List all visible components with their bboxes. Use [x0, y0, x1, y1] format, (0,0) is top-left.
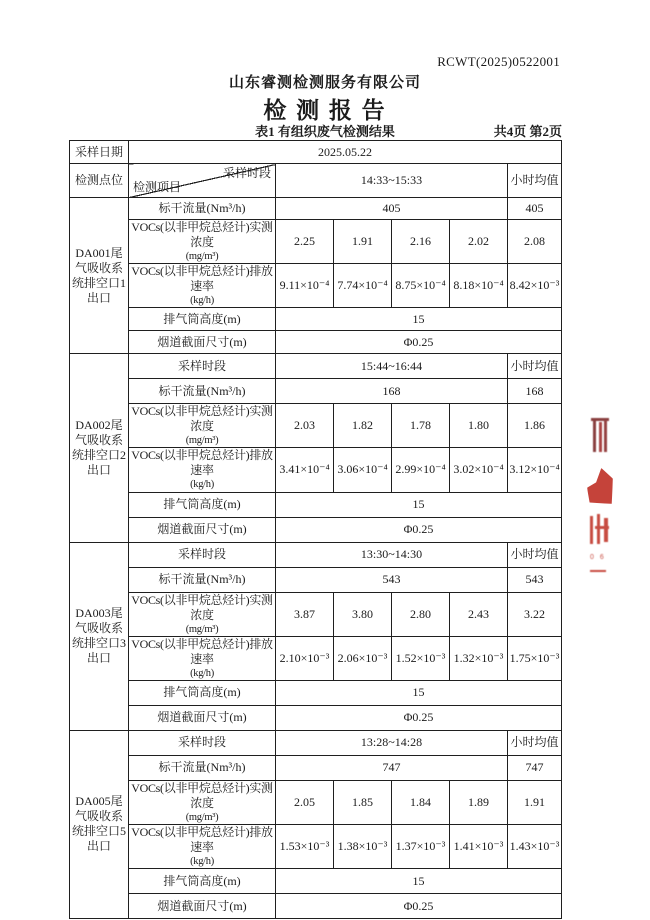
conc-value: 1.80 [450, 404, 508, 448]
conc-avg: 1.91 [508, 780, 562, 824]
conc-value: 2.05 [276, 780, 334, 824]
flow-avg: 543 [508, 567, 562, 592]
point-id: DA001 [75, 245, 111, 260]
period-value: 15:44~16:44 [276, 354, 508, 379]
point-cell-da005 [70, 730, 129, 918]
stack-height-label: 排气筒高度(m) [129, 492, 276, 517]
table-row [70, 308, 562, 331]
rate-value: 1.38×10⁻³ [334, 824, 392, 868]
rate-label [129, 824, 276, 868]
duct-size-label: 烟道截面尺寸(m) [129, 331, 276, 354]
rate-value: 1.52×10⁻³ [392, 636, 450, 680]
conc-value: 2.43 [450, 592, 508, 636]
point-cell-da001 [70, 198, 129, 354]
rate-value: 8.75×10⁻⁴ [392, 264, 450, 308]
conc-value: 3.87 [276, 592, 334, 636]
duct-size-label: 烟道截面尺寸(m) [129, 517, 276, 542]
point-name: 尾气吸收系统排空口1出口 [71, 245, 126, 305]
rate-value: 1.37×10⁻³ [392, 824, 450, 868]
table-row [70, 379, 562, 404]
flow-avg: 405 [508, 198, 562, 220]
conc-value: 2.80 [392, 592, 450, 636]
report-number: RCWT(2025)0522001 [437, 54, 560, 69]
table-row [70, 542, 562, 567]
conc-value: 1.78 [392, 404, 450, 448]
conc-label [129, 780, 276, 824]
period-label: 采样时段 [129, 354, 276, 379]
conc-value: 2.03 [276, 404, 334, 448]
hour-avg-header: 小时均值 [508, 730, 562, 755]
company-name: 山东睿测检测服务有限公司 [228, 75, 421, 91]
red-seal-fragment-icon [587, 468, 613, 504]
rate-label-line1: VOCs(以非甲烷总烃计)排放速率 [131, 636, 273, 666]
period-label: 采样时段 [129, 542, 276, 567]
hour-avg-header: 小时均值 [508, 354, 562, 379]
rate-avg: 1.75×10⁻³ [508, 636, 562, 680]
point-id: DA005 [75, 794, 111, 809]
stack-height-value: 15 [276, 308, 562, 331]
rate-label-line2: (kg/h) [190, 855, 214, 867]
stack-height-value: 15 [276, 492, 562, 517]
duct-size-label: 烟道截面尺寸(m) [129, 894, 276, 919]
rate-label [129, 636, 276, 680]
conc-value: 3.80 [334, 592, 392, 636]
table-row [70, 824, 562, 868]
rate-label-line2: (kg/h) [190, 667, 214, 679]
conc-avg: 2.08 [508, 220, 562, 264]
point-column-label: 检测点位 [70, 164, 129, 198]
rate-avg: 3.12×10⁻⁴ [508, 448, 562, 492]
red-seal-mark: 0 6 [590, 554, 606, 572]
table-row [70, 567, 562, 592]
table-row [70, 755, 562, 780]
diagonal-top-label: 采样时段 [222, 166, 271, 180]
period-label: 采样时段 [129, 730, 276, 755]
rate-label-line2: (kg/h) [190, 295, 214, 307]
table-row [70, 869, 562, 894]
conc-label-line1: VOCs(以非甲烷总烃计)实测浓度 [131, 780, 273, 810]
rate-value: 3.02×10⁻⁴ [450, 448, 508, 492]
flow-avg: 168 [508, 379, 562, 404]
table-row [70, 780, 562, 824]
red-seal [585, 416, 617, 578]
rate-label [129, 264, 276, 308]
table-row [70, 354, 562, 379]
conc-value: 1.89 [450, 780, 508, 824]
flow-avg: 747 [508, 755, 562, 780]
rate-value: 1.41×10⁻³ [450, 824, 508, 868]
rate-value: 7.74×10⁻⁴ [334, 264, 392, 308]
conc-value: 1.85 [334, 780, 392, 824]
conc-label [129, 220, 276, 264]
point-cell-da003 [70, 542, 129, 730]
table-row [70, 636, 562, 680]
rate-value: 1.53×10⁻³ [276, 824, 334, 868]
stack-height-value: 15 [276, 680, 562, 705]
conc-value: 2.25 [276, 220, 334, 264]
conc-label-line1: VOCs(以非甲烷总烃计)实测浓度 [131, 404, 273, 434]
conc-label-line2: (mg/m³) [185, 251, 219, 262]
rate-value: 9.11×10⁻⁴ [276, 264, 334, 308]
conc-label [129, 404, 276, 448]
table-row [70, 448, 562, 492]
conc-value: 2.02 [450, 220, 508, 264]
diagonal-header-cell [129, 164, 276, 198]
period-value: 13:30~14:30 [276, 542, 508, 567]
table-row [70, 492, 562, 517]
conc-label [129, 592, 276, 636]
stack-height-label: 排气筒高度(m) [129, 869, 276, 894]
point-name: 尾气吸收系统排空口3出口 [71, 606, 126, 666]
table-caption-row [0, 121, 650, 139]
table-row [70, 680, 562, 705]
point-id: DA003 [75, 606, 111, 621]
rate-label-line1: VOCs(以非甲烷总烃计)排放速率 [131, 264, 273, 294]
conc-label-line2: (mg/m³) [185, 435, 219, 447]
flow-label: 标干流量(Nm³/h) [129, 755, 276, 780]
sample-date-label: 采样日期 [70, 141, 129, 164]
conc-avg: 1.86 [508, 404, 562, 448]
page-title: 检 测 报 告 [263, 98, 387, 123]
rate-value: 2.10×10⁻³ [276, 636, 334, 680]
conc-label-line1: VOCs(以非甲烷总烃计)实测浓度 [131, 220, 273, 249]
stack-height-value: 15 [276, 869, 562, 894]
flow-value: 543 [276, 567, 508, 592]
rate-value: 3.41×10⁻⁴ [276, 448, 334, 492]
page-number-info: 共4页 第2页 [493, 124, 562, 139]
rate-value: 8.18×10⁻⁴ [450, 264, 508, 308]
sample-date-value: 2025.05.22 [129, 141, 562, 164]
conc-avg: 3.22 [508, 592, 562, 636]
hour-avg-header: 小时均值 [508, 542, 562, 567]
rate-label-line2: (kg/h) [190, 479, 214, 491]
rate-avg: 1.43×10⁻³ [508, 824, 562, 868]
diagonal-bottom-label: 检测项目 [133, 180, 182, 194]
table-row [70, 404, 562, 448]
conc-label-line2: (mg/m³) [185, 623, 219, 635]
red-seal-fragment-icon [591, 418, 609, 456]
table-row [70, 264, 562, 308]
table-row [70, 517, 562, 542]
period-value: 14:33~15:33 [276, 164, 508, 198]
rate-value: 2.06×10⁻³ [334, 636, 392, 680]
table-row [70, 164, 562, 198]
flow-value: 168 [276, 379, 508, 404]
stack-height-label: 排气筒高度(m) [129, 680, 276, 705]
table-row [70, 894, 562, 919]
conc-value: 1.82 [334, 404, 392, 448]
flow-label: 标干流量(Nm³/h) [129, 198, 276, 220]
duct-size-value: Φ0.25 [276, 705, 562, 730]
conc-label-line2: (mg/m³) [185, 811, 219, 823]
table-caption: 表1 有组织废气检测结果 [255, 124, 395, 139]
conc-value: 1.84 [392, 780, 450, 824]
rate-value: 3.06×10⁻⁴ [334, 448, 392, 492]
duct-size-value: Φ0.25 [276, 894, 562, 919]
red-seal-fragment-icon [589, 514, 611, 546]
table-row [70, 220, 562, 264]
point-id: DA002 [75, 417, 111, 432]
duct-size-value: Φ0.25 [276, 517, 562, 542]
rate-value: 2.99×10⁻⁴ [392, 448, 450, 492]
flow-label: 标干流量(Nm³/h) [129, 379, 276, 404]
rate-label [129, 448, 276, 492]
duct-size-value: Φ0.25 [276, 331, 562, 354]
table-row [70, 141, 562, 164]
conc-label-line1: VOCs(以非甲烷总烃计)实测浓度 [131, 592, 273, 622]
flow-label: 标干流量(Nm³/h) [129, 567, 276, 592]
table-row [70, 730, 562, 755]
point-name: 尾气吸收系统排空口5出口 [71, 794, 126, 854]
table-row [70, 331, 562, 354]
point-name: 尾气吸收系统排空口2出口 [71, 417, 126, 477]
table-row [70, 705, 562, 730]
conc-value: 1.91 [334, 220, 392, 264]
stack-height-label: 排气筒高度(m) [129, 308, 276, 331]
rate-value: 1.32×10⁻³ [450, 636, 508, 680]
hour-avg-header: 小时均值 [508, 164, 562, 198]
table-row [70, 592, 562, 636]
conc-value: 2.16 [392, 220, 450, 264]
table-row [70, 198, 562, 220]
duct-size-label: 烟道截面尺寸(m) [129, 705, 276, 730]
rate-label-line1: VOCs(以非甲烷总烃计)排放速率 [131, 448, 273, 478]
flow-value: 747 [276, 755, 508, 780]
rate-avg: 8.42×10⁻³ [508, 264, 562, 308]
emission-results-table [69, 140, 562, 919]
point-cell-da002 [70, 354, 129, 542]
period-value: 13:28~14:28 [276, 730, 508, 755]
flow-value: 405 [276, 198, 508, 220]
rate-label-line1: VOCs(以非甲烷总烃计)排放速率 [131, 824, 273, 854]
